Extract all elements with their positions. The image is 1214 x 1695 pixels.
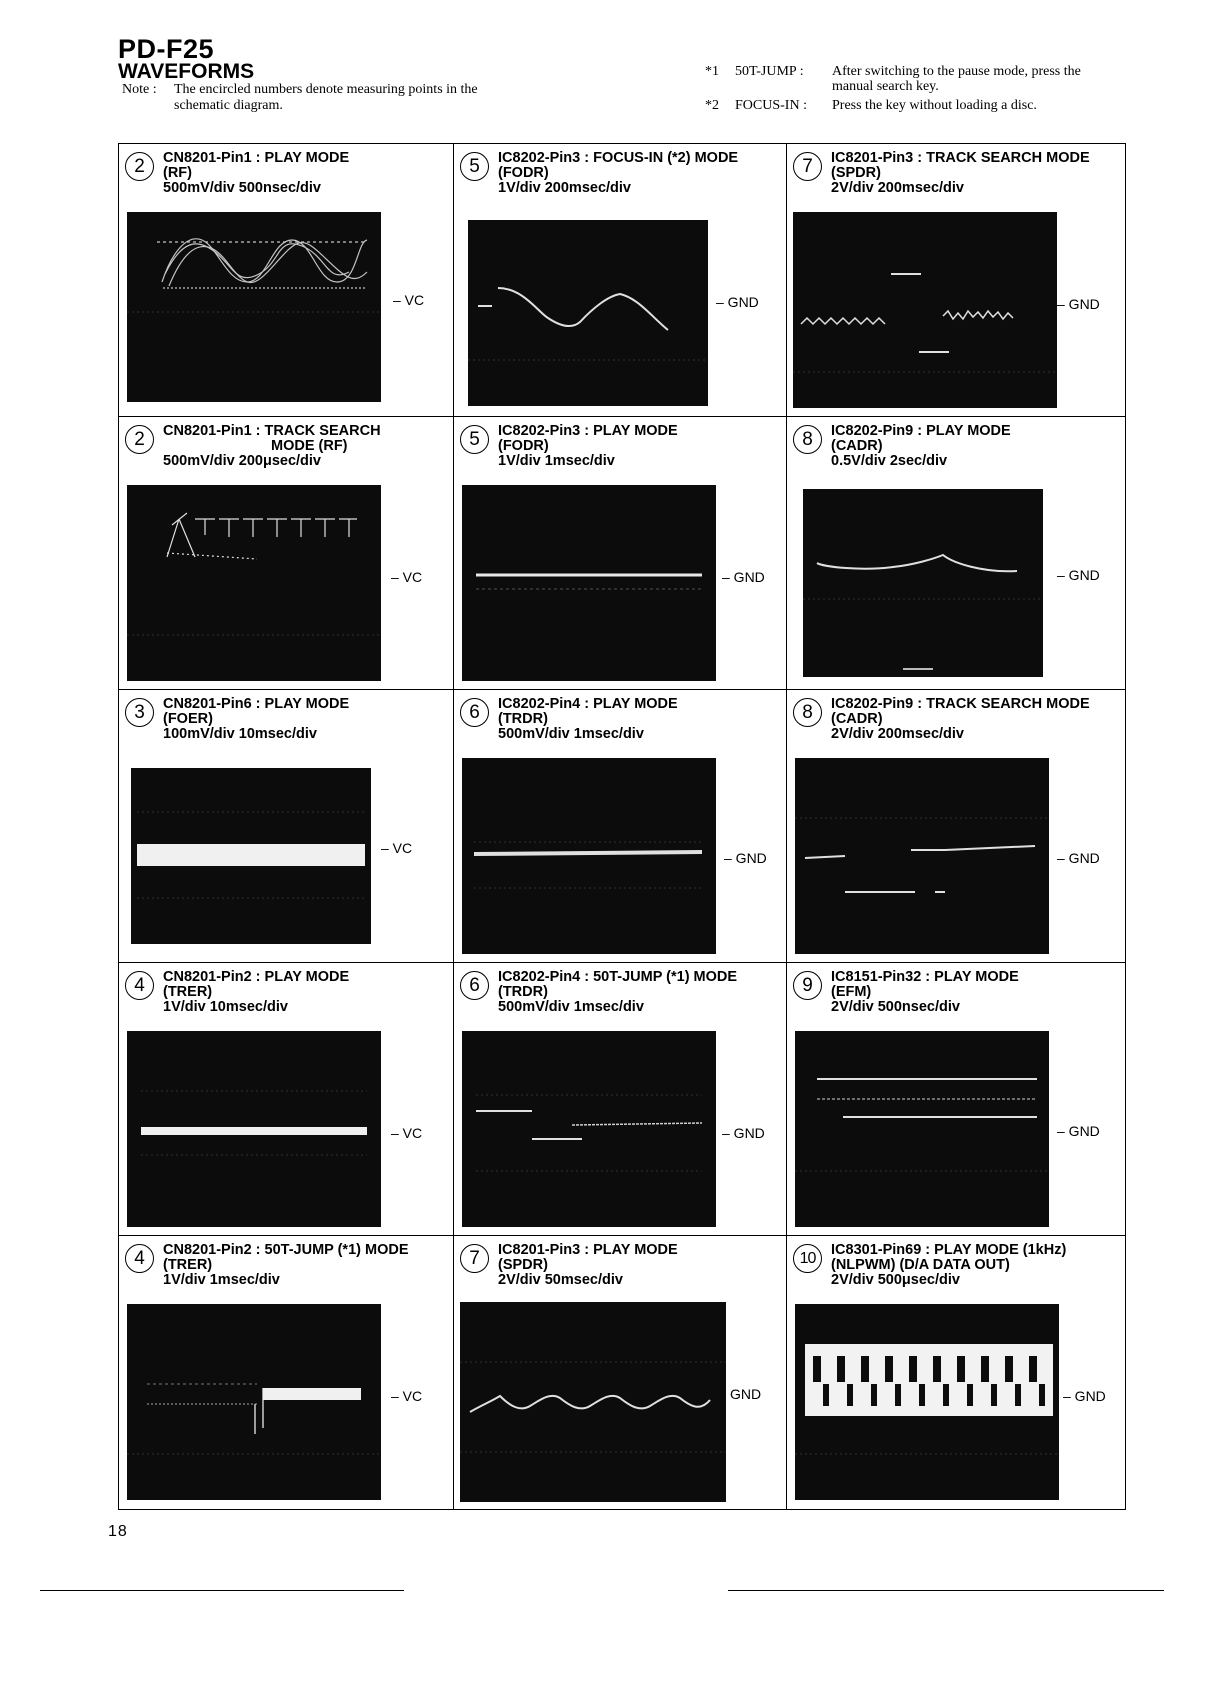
oscilloscope-trace	[460, 1302, 726, 1502]
waveform-panel	[119, 1236, 454, 1509]
panel-caption: IC8151-Pin32 : PLAY MODE (EFM) 2V/div 500nsec/div	[831, 969, 1019, 1015]
footnote-key: FOCUS-IN :	[735, 98, 807, 113]
waveform-panel	[787, 1236, 1125, 1509]
footnote-text-cont: manual search key.	[832, 79, 939, 94]
waveform-panel	[119, 144, 454, 417]
reference-label: – GND	[716, 294, 759, 310]
measuring-point-number: 2	[125, 425, 154, 454]
reference-label: GND	[730, 1386, 762, 1402]
reference-label: – VC	[381, 840, 413, 856]
oscilloscope-trace	[462, 758, 716, 954]
oscilloscope-trace	[127, 1304, 381, 1500]
bottom-rule-left	[40, 1590, 404, 1591]
measuring-point-number: 5	[460, 152, 489, 181]
waveform-panel	[454, 963, 787, 1236]
measuring-point-number: 8	[793, 425, 822, 454]
measuring-point-number: 6	[460, 698, 489, 727]
footnote-key: 50T-JUMP :	[735, 64, 804, 79]
note-label: Note :	[122, 82, 157, 97]
waveform-panel	[454, 1236, 787, 1509]
waveform-panel	[119, 417, 454, 690]
reference-label: – GND	[724, 850, 767, 866]
waveform-panel	[787, 963, 1125, 1236]
oscilloscope-trace	[795, 1031, 1049, 1227]
panel-caption: IC8202-Pin4 : 50T-JUMP (*1) MODE (TRDR) 500mV/div 1msec/div	[498, 969, 738, 1015]
waveform-panel	[454, 144, 787, 417]
waveform-panel	[454, 690, 787, 963]
panel-caption: IC8202-Pin3 : FOCUS-IN (*2) MODE (FODR) 1V/div 200msec/div	[498, 150, 739, 196]
model-number: PD-F25	[118, 34, 215, 64]
reference-label: – VC	[391, 569, 423, 585]
bottom-rule-right	[728, 1590, 1164, 1591]
measuring-point-number: 6	[460, 971, 489, 1000]
footnote-text: Press the key without loading a disc.	[832, 98, 1037, 113]
footnote-mark: *1	[705, 64, 719, 79]
section-title: WAVEFORMS	[118, 60, 255, 83]
footnote-text: After switching to the pause mode, press the	[832, 64, 1081, 79]
panel-caption: CN8201-Pin1 : TRACK SEARCH MODE (RF) 500mV/div 200μsec/div	[163, 423, 381, 469]
waveform-panel	[787, 690, 1125, 963]
reference-label: – GND	[1057, 567, 1100, 583]
oscilloscope-trace	[127, 1031, 381, 1227]
waveform-panel	[119, 963, 454, 1236]
measuring-point-number: 5	[460, 425, 489, 454]
footnote-1	[705, 64, 1081, 94]
oscilloscope-trace	[462, 485, 716, 681]
reference-label: – GND	[722, 569, 765, 585]
measuring-point-number: 3	[125, 698, 154, 727]
reference-label: – GND	[722, 1125, 765, 1141]
measuring-point-number: 7	[793, 152, 822, 181]
footnote-2	[705, 98, 1037, 113]
reference-label: – GND	[1057, 1123, 1100, 1139]
measuring-point-number: 8	[793, 698, 822, 727]
oscilloscope-trace	[468, 220, 708, 406]
oscilloscope-trace	[127, 485, 381, 681]
panel-caption: IC8301-Pin69 : PLAY MODE (1kHz) (NLPWM) (D/A DATA OUT) 2V/div 500μsec/div	[831, 1242, 1067, 1288]
waveform-panel	[454, 417, 787, 690]
panel-caption: CN8201-Pin2 : 50T-JUMP (*1) MODE (TRER) 1V/div 1msec/div	[163, 1242, 409, 1288]
page-number: 18	[108, 1523, 128, 1540]
oscilloscope-trace	[131, 768, 371, 944]
waveform-panel	[787, 417, 1125, 690]
panel-caption: IC8202-Pin3 : PLAY MODE (FODR) 1V/div 1msec/div	[498, 423, 678, 469]
measuring-point-number: 4	[125, 1244, 154, 1273]
oscilloscope-trace	[793, 212, 1057, 408]
oscilloscope-trace	[462, 1031, 716, 1227]
reference-label: – VC	[391, 1125, 423, 1141]
waveform-grid	[118, 143, 1126, 1510]
panel-caption: CN8201-Pin2 : PLAY MODE (TRER) 1V/div 10msec/div	[163, 969, 350, 1015]
oscilloscope-trace	[795, 758, 1049, 954]
oscilloscope-trace	[803, 489, 1043, 677]
reference-label: – GND	[1057, 296, 1100, 312]
waveform-panel	[119, 690, 454, 963]
measuring-point-number: 9	[793, 971, 822, 1000]
reference-label: – VC	[391, 1388, 423, 1404]
measuring-point-number: 7	[460, 1244, 489, 1273]
footnote-mark: *2	[705, 98, 719, 113]
panel-caption: IC8201-Pin3 : TRACK SEARCH MODE (SPDR) 2V/div 200msec/div	[831, 150, 1090, 196]
note-line-2: schematic diagram.	[174, 98, 283, 113]
panel-caption: IC8202-Pin9 : PLAY MODE (CADR) 0.5V/div 2sec/div	[831, 423, 1011, 469]
waveform-panel	[787, 144, 1125, 417]
oscilloscope-trace	[795, 1304, 1059, 1500]
measuring-point-number: 4	[125, 971, 154, 1000]
measuring-point-number: 10	[793, 1244, 822, 1273]
reference-label: – VC	[393, 292, 425, 308]
panel-caption: CN8201-Pin6 : PLAY MODE (FOER) 100mV/div 10msec/div	[163, 696, 350, 742]
panel-caption: CN8201-Pin1 : PLAY MODE (RF) 500mV/div 500nsec/div	[163, 150, 350, 196]
oscilloscope-trace	[127, 212, 381, 402]
reference-label: – GND	[1057, 850, 1100, 866]
reference-label: – GND	[1063, 1388, 1106, 1404]
note-line-1: The encircled numbers denote measuring points in the	[174, 82, 478, 97]
measuring-point-number: 2	[125, 152, 154, 181]
panel-caption: IC8202-Pin9 : TRACK SEARCH MODE (CADR) 2V/div 200msec/div	[831, 696, 1090, 742]
panel-caption: IC8201-Pin3 : PLAY MODE (SPDR) 2V/div 50msec/div	[498, 1242, 678, 1288]
panel-caption: IC8202-Pin4 : PLAY MODE (TRDR) 500mV/div 1msec/div	[498, 696, 678, 742]
note	[122, 82, 478, 114]
